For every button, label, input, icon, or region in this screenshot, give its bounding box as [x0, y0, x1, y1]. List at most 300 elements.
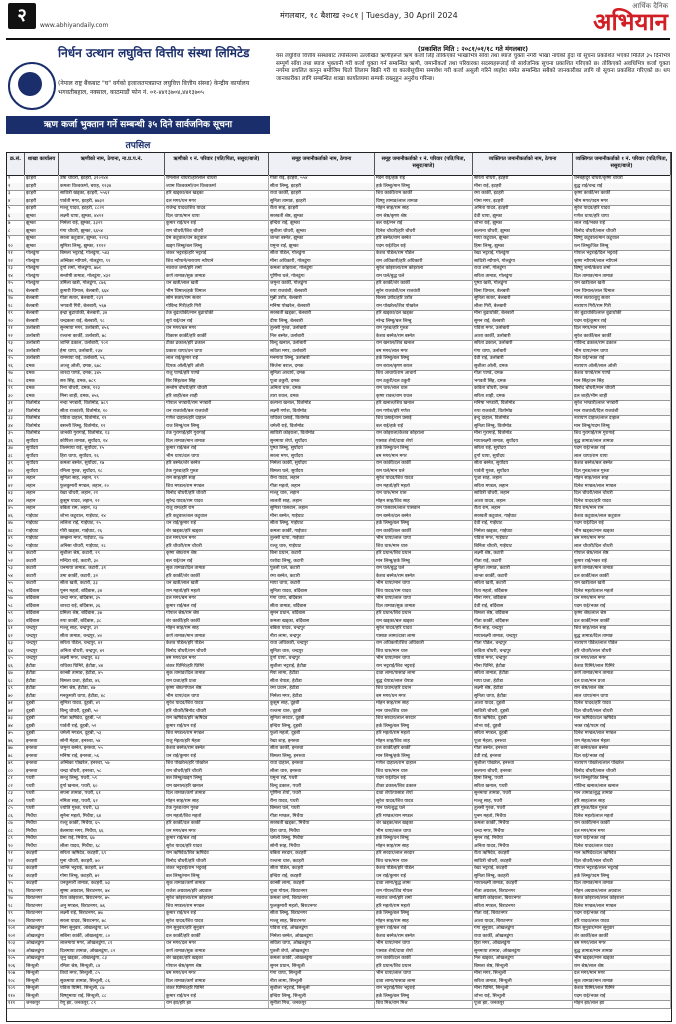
- table-cell: बर्दिबास: [25, 610, 59, 618]
- table-cell: टेक गुरुङ/राम गुरुङ: [165, 805, 269, 813]
- table-cell: इनरुवा: [25, 760, 59, 768]
- organization-logo-icon: [8, 62, 56, 110]
- table-cell: रमिला गुरुङ, सुर्योदय, १८: [59, 468, 165, 476]
- table-cell: हरि यादव/लाल यादव: [573, 918, 671, 926]
- table-cell: निरु खड्का, ओखलढुंगा: [473, 955, 573, 963]
- table-cell: सरिता तामाङ, गोलढुंगा: [473, 273, 573, 281]
- table-cell: १२: [7, 258, 25, 266]
- table-cell: बिनोद चौधरी/हरि चौधरी: [165, 858, 269, 866]
- table-cell: भीम थापा/लाल थापा: [375, 828, 473, 836]
- table-header: [7, 153, 671, 176]
- table-cell: मोहन साह/राम साह: [375, 918, 473, 926]
- table-cell: भीम थापा/लाल थापा: [375, 535, 473, 543]
- table-cell: गौरी खड्का, गाईघाट, २६: [59, 528, 165, 536]
- table-cell: विकास कार्की/हरि कार्की: [165, 333, 269, 341]
- table-cell: मन्दिरा राई, कटारी, ३०: [59, 558, 165, 566]
- table-cell: १०५: [7, 955, 25, 963]
- table-cell: बुद्ध तामाङ/मान तामाङ: [573, 948, 671, 956]
- table-cell: पूजा गोयल, बिराटनगर: [269, 888, 375, 896]
- table-cell: हिरा मगर, ओखलढुंगा: [473, 940, 573, 948]
- table-cell: कटहरी: [25, 850, 59, 858]
- table-cell: मञ्जु यादव, इटहरी, ८८२१: [59, 205, 165, 213]
- table-cell: लहान: [25, 490, 59, 498]
- table-cell: नारायण ओली/लाल ओली: [573, 363, 671, 371]
- table-cell: गोमा श्रेष्ठ, हेटौडा, ४७: [59, 685, 165, 693]
- table-cell: दिनेश महतो/लाल महतो: [573, 813, 671, 821]
- table-cell: दिनेश यादव/हरि यादव: [573, 700, 671, 708]
- table-cell: सुनिता थारु, चन्द्रपुर: [269, 648, 375, 656]
- table-cell: दावा लामा/पासाङ लामा: [375, 978, 473, 986]
- table-cell: हेटौडा: [25, 663, 59, 671]
- table-cell: मीना अधिकारी, गोलढुंगा: [269, 258, 375, 266]
- table-cell: १५: [7, 280, 25, 288]
- table-cell: सन्जु लिम्बु, पथरी, ५९: [59, 775, 165, 783]
- table-cell: सविता मगर, उर्लाबारी: [269, 348, 375, 356]
- table-cell: लक्ष्मी राई, बिराटनगर, ७७: [59, 910, 165, 918]
- table-cell: हर्क लिम्बु/मान लिम्बु: [375, 183, 473, 191]
- table-cell: सुरेश कार्की/बल कार्की: [573, 333, 671, 341]
- table-cell: लीला यादव, मिर्चैया, ६८: [59, 843, 165, 851]
- table-cell: १०२: [7, 933, 25, 941]
- table-cell: हरि कार्की/शेर कार्की: [375, 280, 473, 288]
- table-cell: २३: [7, 340, 25, 348]
- table-cell: १०८: [7, 978, 25, 986]
- table-cell: ७: [7, 220, 25, 228]
- table-cell: राम श्रेष्ठ/कृष्ण श्रेष्ठ: [375, 213, 473, 221]
- table-cell: बेलबारी: [25, 288, 59, 296]
- table-cell: गोपाल श्रेष्ठ/लाल श्रेष्ठ: [573, 550, 671, 558]
- table-cell: भीम थापा/मान थापा: [375, 655, 473, 663]
- table-cell: गीता कार्की, बर्दिबास: [473, 618, 573, 626]
- table-cell: ज्योति गुरुङ, पथरी, ६३: [59, 805, 165, 813]
- table-cell: सुनीता मिश्र, जनकपुर: [269, 1000, 375, 1008]
- table-cell: धन खत्री/लाल खत्री: [165, 580, 269, 588]
- table-cell: पूर्णिमा घले, गोलढुंगा: [269, 273, 375, 281]
- table-cell: सुमन राई, मिर्चैया: [473, 835, 573, 843]
- table-cell: पुष्पा खत्री, गोलढुंगा: [473, 280, 573, 288]
- table-cell: हरि कार्की/दल कार्की: [165, 820, 269, 828]
- table-cell: रमा बस्नेत, कटारी: [269, 573, 375, 581]
- table-cell: दुहबी: [25, 715, 59, 723]
- table-cell: हिरा थापा, मिर्चैया: [269, 828, 375, 836]
- table-cell: बिष्णु कटुवाल/मान कटुवाल: [573, 235, 671, 243]
- table-cell: रञ्जना कार्की, उर्लाबारी, ७८: [59, 333, 165, 341]
- table-cell: गाईघाट: [25, 543, 59, 551]
- table-cell: राम महतो/हरि महतो: [165, 588, 269, 596]
- table-cell: गणेश थापा/हरि थापा: [573, 213, 671, 221]
- table-cell: अनिता थारु, दमक: [269, 385, 375, 393]
- table-cell: सुनिता तामाङ, कटारी: [473, 565, 573, 573]
- table-cell: ४४: [7, 498, 25, 506]
- table-cell: सरस्वती कटुवाल, गाईघाट: [473, 513, 573, 521]
- table-cell: कटारी: [25, 565, 59, 573]
- table-cell: जनकपुर: [25, 1000, 59, 1008]
- table-cell: हरि कार्की/शेर कार्की: [165, 573, 269, 581]
- table-cell: दिनेश यादव/हरि यादव: [573, 498, 671, 506]
- table-cell: शंकर घिमिरे/हरि घिमिरे: [165, 663, 269, 671]
- table-cell: सावित्री चौधरी, लहान: [473, 490, 573, 498]
- table-cell: दमक: [25, 385, 59, 393]
- table-cell: बिमला श्रेष्ठ, सिन्धुली: [473, 963, 573, 971]
- table-cell: भीम थापा/मान थापा: [375, 940, 473, 948]
- table-cell: दुहबी: [25, 730, 59, 738]
- table-cell: ५७: [7, 595, 25, 603]
- table-cell: सुनैना महतो, मिर्चैया, ६४: [59, 813, 165, 821]
- table-cell: दिल राई/भक्त राई: [573, 355, 671, 363]
- table-cell: शिव राम/मान राम: [573, 505, 671, 513]
- table-cell: सुरेश यादव/शिव यादव: [375, 798, 473, 806]
- table-cell: उर्लाबारी: [25, 355, 59, 363]
- column-header: व्यक्तिगत जमानीकर्ताको नाम, ठेगाना: [473, 153, 573, 175]
- table-cell: सीता पौडेल, कटहरी: [269, 865, 375, 873]
- table-cell: हिमा लिम्बु, पथरी: [473, 775, 573, 783]
- table-cell: सरस्वती खड्का, बेलबारी: [269, 310, 375, 318]
- column-header: समूह जमानीकर्ताको १ नं. परिवार (पति/पिता, ससुरा/बाजे): [375, 153, 473, 175]
- table-cell: मोहन साह/राम साह: [375, 205, 473, 213]
- table-cell: इनरुवा: [25, 753, 59, 761]
- table-cell: दिल तामाङ/सुक तामाङ: [375, 603, 473, 611]
- table-cell: झुम्का: [25, 235, 59, 243]
- table-cell: गोलढुंगा: [25, 258, 59, 266]
- table-cell: राम भट्टराई/शिव भट्टराई: [375, 663, 473, 671]
- table-cell: मोहन शाह/शिव शाह: [375, 738, 473, 746]
- table-cell: मिर्चैया: [25, 835, 59, 843]
- table-cell: सुशीला भट्टराई, सिन्धुली: [269, 985, 375, 993]
- table-cell: मञ्जु थारु, लहान: [269, 490, 375, 498]
- table-cell: सुरेश कोइराला/राम कोइराला: [165, 895, 269, 903]
- table-cell: ललिता राई, गाईघाट, २५: [59, 520, 165, 528]
- table-cell: दल मगर/धन मगर: [165, 535, 269, 543]
- table-cell: चन्द्रकला राई, बेलबारी, ९८: [59, 318, 165, 326]
- table-cell: बबिता राम, लहान, २३: [59, 505, 165, 513]
- table-cell: सुमित्रा पासवान, लहान: [269, 505, 375, 513]
- table-cell: मायालक्ष्मी तामाङ, कटहरी: [473, 880, 573, 888]
- table-cell: आशा यादव, लहान: [473, 498, 573, 506]
- table-cell: केशव बस्नेत/राम बस्नेत: [375, 573, 473, 581]
- table-cell: ८३: [7, 790, 25, 798]
- table-cell: बिरसा उराँव/हरि उराँव: [375, 295, 473, 303]
- table-cell: सिन्धुली: [25, 993, 59, 1001]
- table-cell: रिता कोइराला, बिराटनगर, ७५: [59, 895, 165, 903]
- table-cell: ३८: [7, 453, 25, 461]
- table-cell: बल राई/मन राई: [375, 220, 473, 228]
- table-cell: राम कोइराला/केशव कोइराला: [375, 430, 473, 438]
- table-cell: रेखा शाह, इनरुवा: [269, 738, 375, 746]
- table-cell: कृष्ण श्रेष्ठ/राम श्रेष्ठ: [165, 550, 269, 558]
- table-cell: बिमला श्रेष्ठ, बर्दिबास: [473, 610, 573, 618]
- table-cell: बर्दिबास: [25, 618, 59, 626]
- table-cell: २१: [7, 325, 25, 333]
- table-cell: ६३: [7, 640, 25, 648]
- table-cell: सुनिता तामाङ, इटहरी: [269, 198, 375, 206]
- table-cell: रुपा कार्की, बर्दिबास, ३८: [59, 618, 165, 626]
- table-cell: लक्ष्मी मगर, चन्द्रपुर, ४३: [59, 655, 165, 663]
- table-cell: ४७: [7, 520, 25, 528]
- table-cell: भीम खड्का/मान खड्का: [573, 528, 671, 536]
- organization-block: [6, 44, 270, 154]
- table-cell: मनिषा राई, इनरुवा, ५६: [59, 753, 165, 761]
- newspaper-header: [0, 0, 676, 36]
- table-cell: राजु राम/हरि राम: [165, 505, 269, 513]
- table-cell: दल प्रजा/मान प्रजा: [573, 678, 671, 686]
- table-cell: सुर्योदय: [25, 460, 59, 468]
- table-cell: रीना साह, चन्द्रपुर: [473, 625, 573, 633]
- table-cell: शान्ति ढकाल, उर्लाबारी, ९०१: [59, 340, 165, 348]
- table-cell: दिल चौधरी/लाल चौधरी: [573, 490, 671, 498]
- table-cell: नरेन्द्र लिम्बु/बल लिम्बु: [375, 318, 473, 326]
- table-cell: लीला गिरी, बेलबारी: [473, 303, 573, 311]
- column-header: क्र.सं.: [7, 153, 25, 175]
- table-cell: सुर्योदय: [25, 438, 59, 446]
- table-cell: कुसुम यादव, लहान, २२: [59, 498, 165, 506]
- table-cell: दल मगर/धन मगर: [165, 198, 269, 206]
- table-cell: ९९: [7, 910, 25, 918]
- table-cell: दुहबी: [25, 723, 59, 731]
- table-cell: ७५: [7, 730, 25, 738]
- table-cell: मुन्नी उराँव, बेलबारी: [269, 295, 375, 303]
- table-cell: दल शाही/भीम शाही: [573, 393, 671, 401]
- table-cell: मिर्चैया: [25, 813, 59, 821]
- table-cell: गोमा मगर, इटहरी: [473, 198, 573, 206]
- table-cell: रमिता श्रेष्ठ, सिन्धुली, ८४: [59, 963, 165, 971]
- table-cell: शोभा राई, झुम्का: [473, 220, 573, 228]
- table-cell: खड्ग लिम्बु/बल लिम्बु: [165, 243, 269, 251]
- table-cell: ३०: [7, 393, 25, 401]
- table-cell: श्याम विश्वकर्मा/धन विश्वकर्मा: [165, 183, 269, 191]
- table-cell: राजेश अग्रवाल/हरि अग्रवाल: [165, 888, 269, 896]
- table-cell: हरि बस्नेत/शेर बस्नेत: [165, 460, 269, 468]
- table-cell: दिल तामाङ/कर्ण तामाङ: [165, 790, 269, 798]
- table-cell: सावित्री कोइराला, बिराटनगर: [473, 895, 573, 903]
- table-cell: शिव प्रसाई/राम प्रसाई: [375, 415, 473, 423]
- table-cell: गोलढुंगा: [25, 280, 59, 288]
- table-cell: नारायण पौडेल/लाल पौडेल: [573, 640, 671, 648]
- table-cell: बिनिता चौधरी, गाईघाट: [473, 543, 573, 551]
- table-cell: सरला यादव, बिराटनगर, ७८: [59, 918, 165, 926]
- table-cell: टेक बुढाथोकी/मान बुढाथोकी: [165, 310, 269, 318]
- table-cell: १७: [7, 295, 25, 303]
- table-cell: हरि शाही/बल शाही: [165, 393, 269, 401]
- table-cell: कर्ण तामाङ/सुक तामाङ: [165, 273, 269, 281]
- table-cell: बिनोद चौधरी/राम चौधरी: [165, 648, 269, 656]
- table-cell: कान्छी तामाङ, हेटौडा, ४५: [59, 670, 165, 678]
- table-cell: मायालक्ष्मी तामाङ, सुर्योदय: [473, 438, 573, 446]
- website-url[interactable]: www.abhiyandaily.com: [40, 22, 109, 29]
- table-cell: बुद्ध राई/चन्द्र राई: [573, 183, 671, 191]
- table-cell: दिल तामाङ/मान तामाङ: [573, 273, 671, 281]
- table-cell: ८५: [7, 805, 25, 813]
- table-cell: बल लिम्बु/मान लिम्बु: [165, 873, 269, 881]
- table-cell: रत्न लिम्बु/जित लिम्बु: [573, 775, 671, 783]
- table-cell: राजेन्द्र यादव/शिव यादव: [165, 205, 269, 213]
- table-cell: बम मगर/लाल मगर: [573, 940, 671, 948]
- table-cell: राधिका प्रसाई, विर्तामोड: [269, 415, 375, 423]
- publish-date: (प्रकाशित मिति : २०८१/०१/१८ गते मंगलबार): [417, 45, 529, 53]
- table-cell: बल राई/हर्क राई: [375, 423, 473, 431]
- table-cell: तिर्था मगर, सिन्धुली, ८५: [59, 970, 165, 978]
- table-cell: हरि महतो/राम महतो: [375, 730, 473, 738]
- table-cell: राम कार्की/दल कार्की: [375, 955, 473, 963]
- table-cell: कमला खड्का, बर्दिबास: [269, 618, 375, 626]
- table-cell: शोभा राई, दुहबी: [473, 723, 573, 731]
- table-cell: सीता तामाङ, चन्द्रपुर, ४०: [59, 633, 165, 641]
- table-cell: नन्दा भण्डारी, विर्तामोड, ७८९: [59, 400, 165, 408]
- notice-title: ऋण कर्जा भुक्तान गर्ने सम्बन्धी ३५ दिने सार्वजनिक सूचना: [6, 116, 270, 134]
- table-cell: बिना प्रधान, कटारी: [269, 550, 375, 558]
- table-cell: बम मगर/मान मगर: [573, 535, 671, 543]
- table-cell: सीता लिम्बु, गाईघाट: [269, 520, 375, 528]
- table-cell: २५: [7, 355, 25, 363]
- table-cell: ७१: [7, 700, 25, 708]
- table-cell: राम कार्की/दल कार्की: [375, 460, 473, 468]
- table-cell: हर्क लिम्बु/बल लिम्बु: [375, 520, 473, 528]
- table-cell: केशव घिमिरे/लाल घिमिरे: [573, 663, 671, 671]
- table-cell: शिव साह/लाल साह: [573, 625, 671, 633]
- table-cell: ९१: [7, 850, 25, 858]
- table-cell: कृष्ण रावल/राम रावल: [375, 393, 473, 401]
- table-cell: बुद्ध चेपाङ/लाल चेपाङ: [375, 678, 473, 686]
- table-cell: अनिता चौधरी, चन्द्रपुर, ४२: [59, 648, 165, 656]
- table-cell: मिना शाही, दमक, ४५६: [59, 393, 165, 401]
- table-cell: २९: [7, 385, 25, 393]
- table-cell: उर्मिला खत्री, गोलढुंगा, ८७६: [59, 280, 165, 288]
- table-cell: दुर्गा खनाल, पथरी, ६०: [59, 783, 165, 791]
- table-cell: चन्द्रा चौधरी, इनरुवा, ५८: [59, 768, 165, 776]
- table-cell: उर्लाबारी: [25, 325, 59, 333]
- table-cell: बिमला प्रजा, हेटौडा, ४६: [59, 678, 165, 686]
- table-cell: सपना तामाङ, पथरी, ६१: [59, 790, 165, 798]
- table-cell: ६७: [7, 670, 25, 678]
- table-cell: ९३: [7, 865, 25, 873]
- table-cell: बुद्ध तामाङ/लाल तामाङ: [573, 438, 671, 446]
- table-cell: ७२: [7, 708, 25, 716]
- table-cell: बुद्ध तामाङ/दिल तामाङ: [573, 633, 671, 641]
- table-cell: बिराटनगर: [25, 903, 59, 911]
- table-cell: पथरी: [25, 783, 59, 791]
- table-cell: पदम राई/कुमार राई: [573, 318, 671, 326]
- table-cell: ५०: [7, 543, 25, 551]
- table-cell: विर्तामोड: [25, 430, 59, 438]
- table-cell: बिराटनगर: [25, 918, 59, 926]
- table-cell: शंकर भट्टराई/हरि भट्टराई: [165, 250, 269, 258]
- table-cell: झुम्का: [25, 228, 59, 236]
- table-cell: निर्मला खड्का, गाईघाट: [473, 528, 573, 536]
- table-cell: सुनिता थापा, हेटौडा: [473, 693, 573, 701]
- table-cell: दमक: [25, 370, 59, 378]
- table-cell: गोपाल भट्टराई/दिल भट्टराई: [573, 250, 671, 258]
- table-cell: राम बस्नेत/दल बस्नेत: [375, 513, 473, 521]
- table-cell: इटहरी: [25, 183, 59, 191]
- table-cell: राम चौधरी/शिव चौधरी: [165, 228, 269, 236]
- table-cell: बिमला लिम्बु, इनरुवा: [269, 753, 375, 761]
- table-cell: दमक: [25, 378, 59, 386]
- table-cell: मान ऋषिदेव/दल ऋषिदेव: [573, 850, 671, 858]
- table-cell: इन्दिरा राई, कटहरी: [269, 873, 375, 881]
- table-cell: सुरेश यादव/शिव यादव: [165, 918, 269, 926]
- table-cell: सुक तामाङ/दिल तामाङ: [165, 565, 269, 573]
- table-cell: सुरेन्द्र यादव/राम यादव: [165, 498, 269, 506]
- table-cell: बिमला घले, सुर्योदय: [269, 468, 375, 476]
- table-cell: नीरा लामा, चन्द्रपुर: [269, 633, 375, 641]
- table-cell: सुक तामाङ/दिल तामाङ: [165, 670, 269, 678]
- table-cell: कर्ण तामाङ/मान तामाङ: [573, 670, 671, 678]
- table-cell: शेर खड्का/बल खड्का: [375, 820, 473, 828]
- table-cell: पूजा ठकुरी, दमक: [269, 378, 375, 386]
- table-cell: सोनी मेहता, इनरुवा, ५४: [59, 738, 165, 746]
- table-cell: राम खड्का/बल खड्का: [375, 618, 473, 626]
- table-cell: सरिता ढकाल, उर्लाबारी: [473, 340, 573, 348]
- table-cell: लहान: [25, 483, 59, 491]
- table-cell: ४०: [7, 468, 25, 476]
- table-cell: सिन्धुली: [25, 978, 59, 986]
- table-cell: शिव थारु/मान थारु: [375, 858, 473, 866]
- table-cell: सुरेश यादव/हरि यादव: [375, 625, 473, 633]
- table-cell: दल मगर/मान मगर: [573, 828, 671, 836]
- table-cell: बर्दिबास: [25, 595, 59, 603]
- table-cell: गीता मण्डल, मिर्चैया: [269, 813, 375, 821]
- table-cell: सरस्वती श्रेष्ठ, झुम्का: [269, 213, 375, 221]
- table-cell: धन मगर/दल मगर: [165, 940, 269, 948]
- table-cell: राज लिम्बु/धन लिम्बु: [165, 423, 269, 431]
- table-cell: ३६: [7, 438, 25, 446]
- table-cell: धन राई/कुमार राई: [375, 873, 473, 881]
- table-cell: सीता चेपाङ, हेटौडा: [269, 678, 375, 686]
- column-header: ऋणीको १ नं. परिवार (पति/पिता, ससुरा/बाजे): [165, 153, 269, 175]
- table-cell: ओखलढुंगा: [25, 925, 59, 933]
- table-cell: रीता ऋषिदेव, दुहबी: [473, 715, 573, 723]
- table-cell: मान सिंह/धन सिंह: [573, 378, 671, 386]
- table-cell: ३४: [7, 423, 25, 431]
- table-cell: विर्तामोड: [25, 408, 59, 416]
- table-cell: ९२: [7, 858, 25, 866]
- table-cell: रीता राम, लहान: [473, 505, 573, 513]
- table-cell: सम्झना मगर, गाईघाट, २७: [59, 535, 165, 543]
- table-cell: २६: [7, 363, 25, 371]
- table-cell: २०: [7, 318, 25, 326]
- table-cell: राम झा/हरि झा: [165, 1000, 269, 1008]
- table-cell: ४९: [7, 535, 25, 543]
- table-cell: इन्दिरा राई, झुम्का: [269, 220, 375, 228]
- table-cell: माया प्रजा, हेटौडा: [473, 678, 573, 686]
- table-cell: दल कार्की/हरि कार्की: [165, 933, 269, 941]
- table-cell: दिल चौधरी/लाल चौधरी: [573, 708, 671, 716]
- table-cell: नारायण गिरी/राम गिरी: [573, 303, 671, 311]
- table-cell: रञ्जना थारु, कटहरी: [269, 858, 375, 866]
- table-cell: शिव थारु/मान थारु: [375, 768, 473, 776]
- table-cell: दिनेश यादव/लाल यादव: [573, 843, 671, 851]
- table-cell: राम मेहता/लाल मेहता: [573, 738, 671, 746]
- table-cell: सरला मगर, सुर्योदय: [269, 453, 375, 461]
- table-cell: तारा रावल, दमक: [269, 393, 375, 401]
- table-cell: मीना मगर, सिन्धुली: [473, 970, 573, 978]
- table-cell: शेर कार्की/हरि कार्की: [165, 618, 269, 626]
- table-cell: ८०: [7, 768, 25, 776]
- table-cell: बिष्णु शर्मा/केशव शर्मा: [573, 265, 671, 273]
- table-cell: मञ्जु साह, बिराटनगर: [269, 918, 375, 926]
- table-cell: सुरेश यादव/हरि यादव: [165, 843, 269, 851]
- table-cell: मुना चौधरी, कटहरी, ७०: [59, 858, 165, 866]
- table-cell: पदम राई/दिल राई: [375, 775, 473, 783]
- table-cell: १: [7, 175, 25, 183]
- table-cell: कटारी: [25, 558, 59, 566]
- table-cell: दिनेश महतो/लाल महतो: [573, 588, 671, 596]
- table-cell: शारदा पाण्डे, दमक, ३४५: [59, 370, 165, 378]
- table-cell: बिन्दु ढकाल, पथरी: [269, 783, 375, 791]
- table-cell: हर्क लिम्बु/पदम लिम्बु: [573, 873, 671, 881]
- table-cell: टीका ढकाल/हरि ढकाल: [165, 340, 269, 348]
- table-cell: गीता राई, कटारी: [473, 558, 573, 566]
- table-cell: पुतली शेर्पा, ओखलढुंगा: [269, 948, 375, 956]
